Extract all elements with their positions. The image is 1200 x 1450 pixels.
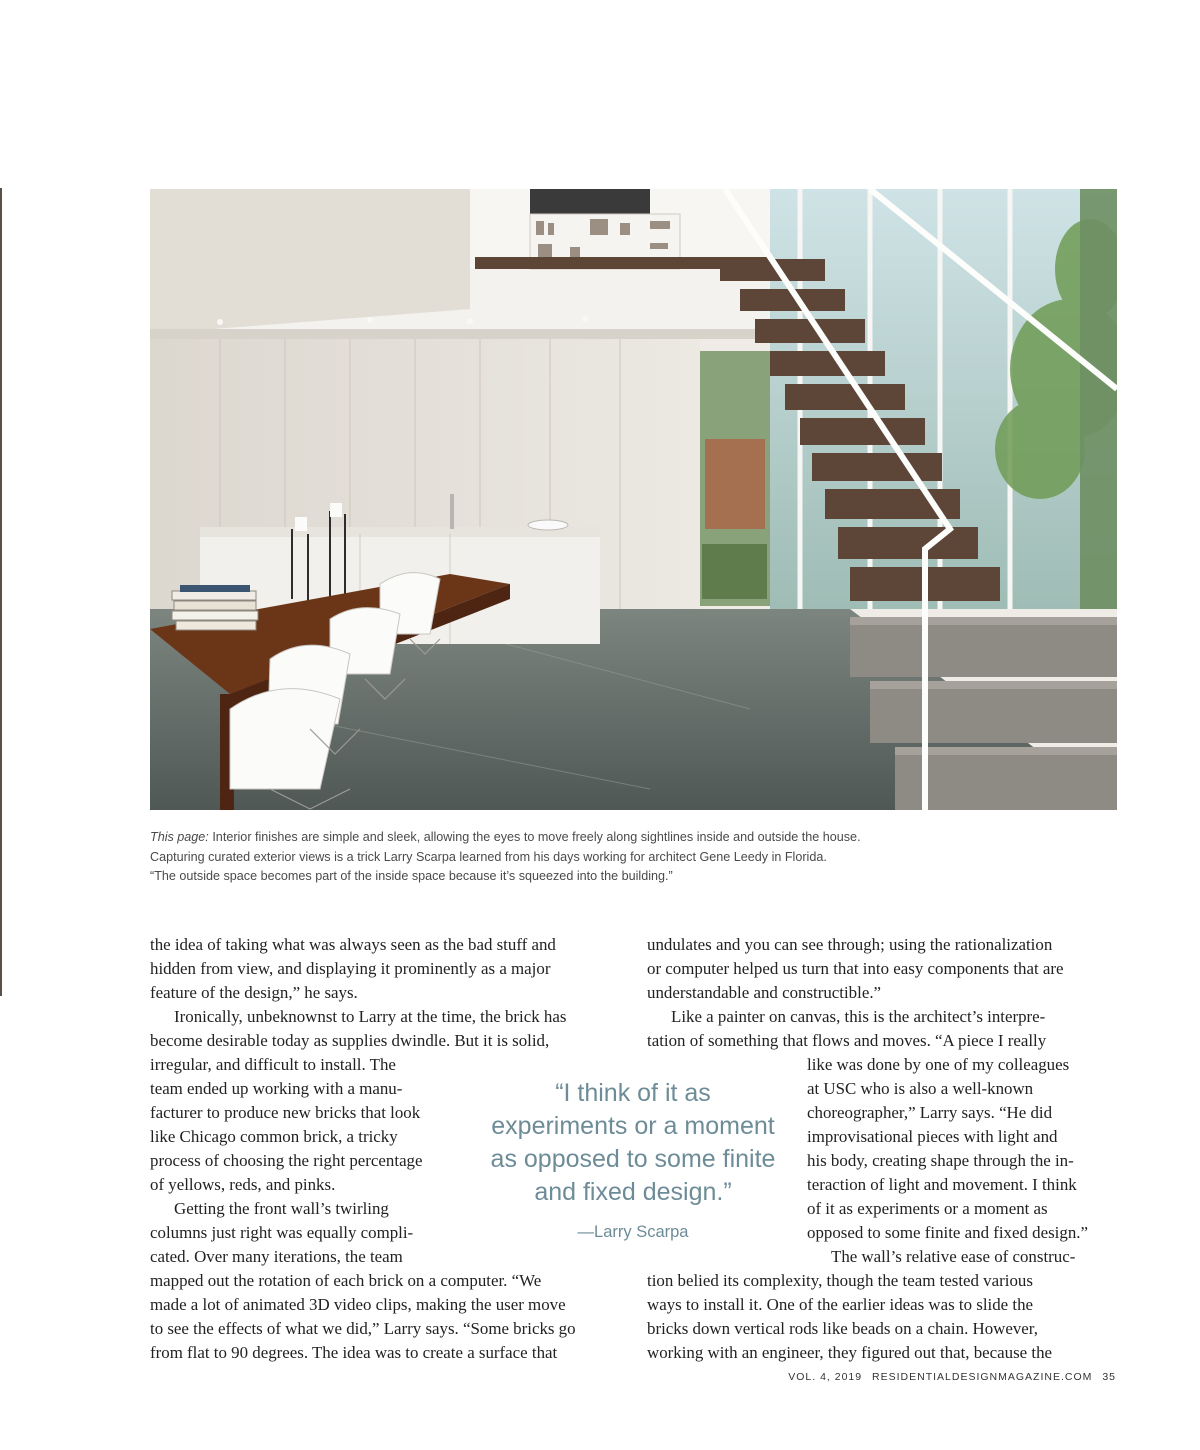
body-line: to see the effects of what we did,” Larry says. “Some bricks go [150, 1319, 576, 1338]
body-line: mapped out the rotation of each brick on a computer. “We [150, 1271, 542, 1290]
pull-quote-line: “I think of it as [555, 1079, 711, 1107]
interior-photo [150, 189, 1117, 810]
body-line: like was done by one of my colleagues [807, 1055, 1070, 1074]
photo-caption [150, 828, 970, 887]
body-line: cated. Over many iterations, the team [150, 1247, 403, 1266]
body-line: team ended up working with a manu- [150, 1079, 403, 1098]
body-line: the idea of taking what was always seen as the bad stuff and [150, 935, 556, 954]
footer-site: RESIDENTIALDESIGNMAGAZINE.COM [872, 1371, 1093, 1383]
body-line: feature of the design,” he says. [150, 983, 358, 1002]
body-line: bricks down vertical rods like beads on a chain. However, [647, 1319, 1038, 1338]
body-line: The wall’s relative ease of construc- [831, 1247, 1076, 1266]
pull-quote [470, 1077, 796, 1243]
caption-line-2: Capturing curated exterior views is a trick Larry Scarpa learned from his days working for architect Gene Leedy in Florida. [150, 849, 827, 864]
page-edge-rule [0, 188, 2, 996]
body-line: tation of something that flows and moves. “A piece I really [647, 1031, 1047, 1050]
caption-text-1: Interior finishes are simple and sleek, allowing the eyes to move freely along sightlines inside and outside the house. [212, 830, 861, 844]
body-line: become desirable today as supplies dwindle. But it is solid, [150, 1031, 550, 1050]
body-line: of yellows, reds, and pinks. [150, 1175, 336, 1194]
body-line: made a lot of animated 3D video clips, making the user move [150, 1295, 566, 1314]
page-footer [782, 1371, 1116, 1383]
body-line: tion belied its complexity, though the team tested various [647, 1271, 1033, 1290]
caption-line-1 [150, 828, 970, 848]
body-line: or computer helped us turn that into easy components that are [647, 959, 1064, 978]
body-line: process of choosing the right percentage [150, 1151, 423, 1170]
body-line: hidden from view, and displaying it prominently as a major [150, 959, 551, 978]
pull-quote-line: experiments or a moment [491, 1112, 775, 1140]
interior-photo-drawing [150, 189, 1117, 810]
body-line: teraction of light and movement. I think [807, 1175, 1077, 1194]
body-line: like Chicago common brick, a tricky [150, 1127, 398, 1146]
body-line: improvisational pieces with light and [807, 1127, 1058, 1146]
body-line: of it as experiments or a moment as [807, 1199, 1048, 1218]
body-line: from flat to 90 degrees. The idea was to create a surface that [150, 1343, 558, 1362]
body-line: undulates and you can see through; using the rationalization [647, 935, 1053, 954]
pull-quote-attribution: —Larry Scarpa [577, 1223, 689, 1241]
body-line: irregular, and difficult to install. The [150, 1055, 396, 1074]
caption-lead: This page: [150, 830, 209, 844]
body-line: facturer to produce new bricks that look [150, 1103, 421, 1122]
body-line: columns just right was equally compli- [150, 1223, 414, 1242]
pull-quote-line: as opposed to some finite [490, 1145, 776, 1173]
body-line: Getting the front wall’s twirling [174, 1199, 389, 1218]
body-line: choreographer,” Larry says. “He did [807, 1103, 1053, 1122]
body-line: Like a painter on canvas, this is the architect’s interpre- [671, 1007, 1046, 1026]
footer-page-number: 35 [1102, 1371, 1116, 1383]
body-line: ways to install it. One of the earlier ideas was to slide the [647, 1295, 1034, 1314]
body-line: opposed to some finite and fixed design.” [807, 1223, 1088, 1242]
footer-volume: VOL. 4, 2019 [788, 1371, 863, 1383]
body-line: Ironically, unbeknownst to Larry at the time, the brick has [174, 1007, 567, 1026]
body-line: understandable and constructible.” [647, 983, 882, 1002]
pull-quote-line: and fixed design.” [534, 1178, 732, 1206]
body-line: at USC who is also a well-known [807, 1079, 1034, 1098]
caption-line-3: “The outside space becomes part of the inside space because it’s squeezed into the building.” [150, 869, 673, 883]
body-line: working with an engineer, they figured out that, because the [647, 1343, 1053, 1362]
body-line: his body, creating shape through the in- [807, 1151, 1074, 1170]
